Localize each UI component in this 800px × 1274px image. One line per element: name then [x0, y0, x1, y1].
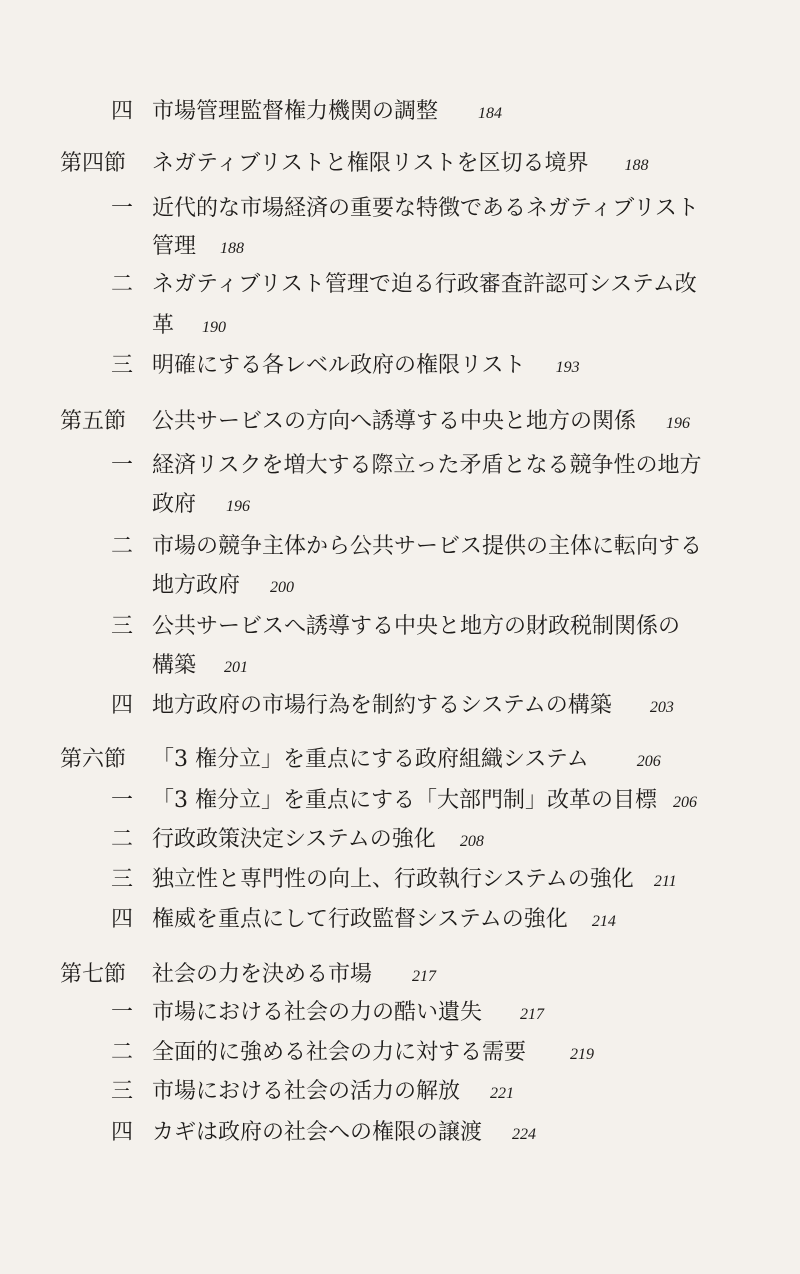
page-number: 184 — [478, 105, 503, 122]
entry-number: 四 — [110, 99, 133, 124]
page-number: 208 — [459, 833, 484, 850]
entry-title: 近代的な市場経済の重要な特徴であるネガティブリスト — [152, 196, 699, 221]
entry-title-cont: 革 — [152, 313, 175, 338]
page-number: 206 — [636, 753, 661, 770]
page-number: 217 — [412, 968, 437, 985]
page-number: 188 — [220, 240, 245, 257]
entry-title-cont: 構築 — [152, 653, 197, 678]
entry-title: 市場管理監督権力機関の調整 184 — [152, 99, 503, 124]
page-number: 211 — [653, 873, 677, 890]
page-number: 193 — [555, 359, 580, 376]
page-number: 200 — [270, 579, 295, 596]
entry-number: 四 — [110, 907, 133, 932]
page-number: 224 — [512, 1126, 537, 1143]
entry-number: 二 — [110, 1040, 133, 1065]
entry-number: 二 — [110, 272, 133, 297]
entry-title: 公共サービスへ誘導する中央と地方の財政税制関係の — [152, 614, 681, 639]
section-title: 社会の力を決める市場 — [152, 962, 373, 987]
entry-number: 一 — [110, 453, 133, 478]
entry-number: 一 — [110, 1000, 133, 1025]
page-number: 196 — [666, 415, 691, 432]
entry-title: 「3 権分立」を重点にする「大部門制」改革の目標 — [152, 788, 657, 813]
entry-number: 三 — [110, 1079, 133, 1104]
entry-number: 四 — [110, 693, 133, 718]
page-number: 188 — [624, 157, 649, 174]
page-number: 206 — [673, 794, 697, 811]
page-number: 203 — [649, 699, 674, 716]
entry-title-cont: 政府 — [152, 492, 197, 517]
entry-title: 独立性と専門性の向上、行政執行システムの強化 — [152, 867, 634, 892]
page-number: 190 — [202, 319, 227, 336]
entry-number: 三 — [110, 353, 133, 378]
entry-title: 地方政府の市場行為を制約するシステムの構築 — [152, 693, 612, 718]
page-number: 214 — [591, 913, 616, 930]
section-number: 第五節 — [60, 409, 127, 434]
entry-title: 市場の競争主体から公共サービス提供の主体に転向する — [152, 534, 703, 559]
entry-number: 二 — [110, 827, 133, 852]
entry-title: 市場における社会の活力の解放 — [152, 1079, 461, 1104]
page-number: 217 — [520, 1006, 545, 1023]
entry-title: カギは政府の社会への権限の譲渡 — [152, 1120, 483, 1145]
entry-number: 四 — [110, 1120, 133, 1145]
page-number: 221 — [490, 1085, 515, 1102]
entry-title: 全面的に強める社会の力に対する需要 — [152, 1040, 527, 1065]
entry-number: 三 — [110, 614, 133, 639]
entry-title-cont: 管理 — [152, 234, 197, 259]
page-number: 201 — [224, 659, 249, 676]
entry-number: 一 — [110, 196, 133, 221]
entry-title: 権威を重点にして行政監督システムの強化 — [152, 907, 568, 932]
entry-number: 二 — [110, 534, 133, 559]
entry-title: ネガティブリスト管理で迫る行政審査許認可システム改 — [152, 272, 697, 297]
section-number: 第四節 — [60, 151, 127, 176]
page-number: 196 — [226, 498, 251, 515]
section-title: 「3 権分立」を重点にする政府組織システム — [152, 747, 589, 772]
entry-title: 行政政策決定システムの強化 — [152, 827, 436, 852]
entry-number: 三 — [110, 867, 133, 892]
entry-title: 明確にする各レベル政府の権限リスト — [152, 353, 526, 378]
page-number: 219 — [570, 1046, 595, 1063]
entry-title-cont: 地方政府 — [152, 573, 241, 598]
entry-title: 経済リスクを増大する際立った矛盾となる競争性の地方 — [152, 453, 702, 478]
entry-title: 市場における社会の力の酷い遺失 — [152, 1000, 483, 1025]
entry-number: 一 — [110, 788, 133, 813]
section-number: 第七節 — [60, 962, 127, 987]
section-title: ネガティブリストと権限リストを区切る境界 188 — [152, 151, 649, 176]
section-number: 第六節 — [60, 747, 127, 772]
section-title: 公共サービスの方向へ誘導する中央と地方の関係 — [152, 409, 637, 434]
